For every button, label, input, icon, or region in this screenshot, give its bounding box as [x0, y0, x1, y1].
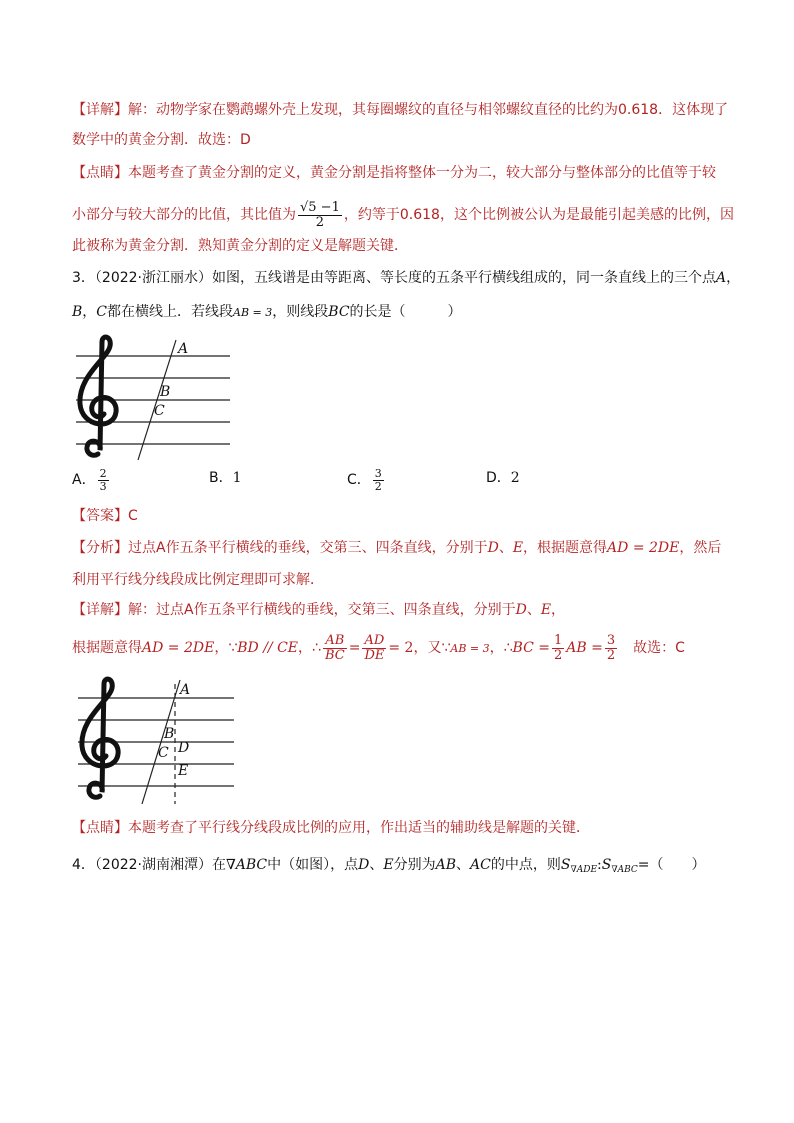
question-text: 3．（2022·浙江丽水）如图，五线谱是由等距离、等长度的五条平行横线组成的，同一条直线上的三个点: [72, 270, 716, 286]
detail-q2-line-2: [72, 130, 251, 150]
numerator: 2: [99, 467, 107, 480]
equals: =: [348, 640, 361, 656]
label-d: D: [178, 740, 190, 756]
label-a: A: [180, 682, 191, 698]
detail-text: ，∴: [489, 640, 513, 656]
math-eq-2: = 2: [388, 640, 414, 656]
detail-text: ，又∵: [413, 640, 451, 656]
area-s-ade: S: [560, 857, 571, 873]
denominator: DE: [364, 647, 385, 663]
comment-text: ，约等于: [343, 207, 400, 223]
point-a: A: [715, 270, 727, 286]
numerator: AB: [323, 634, 347, 649]
comment-text: ，这个比例被公认为是最能引起美感的比例，因: [439, 207, 734, 223]
option-d-value: 2: [510, 470, 520, 486]
math-ab: AB =: [566, 640, 603, 656]
numerator: AD: [362, 634, 386, 649]
punct: 、: [369, 857, 384, 873]
denominator: 3: [99, 479, 107, 493]
fraction-one-half: [552, 634, 564, 662]
fraction-numerator: √5 −1: [300, 199, 340, 215]
comment-q2-line-1: [72, 163, 716, 183]
option-b[interactable]: [209, 468, 242, 488]
label-e: E: [178, 763, 189, 779]
option-c-label: C．: [347, 472, 371, 489]
detail-text: 数学中的黄金分割．故选：D: [72, 132, 251, 148]
point-b: B: [72, 304, 83, 320]
point-e: E: [540, 602, 552, 618]
fraction-three-halves: [605, 634, 617, 662]
comment-tag: 【点睛】: [72, 165, 128, 181]
option-a[interactable]: [72, 468, 111, 492]
numerator: 1: [554, 632, 563, 648]
label-c: C: [154, 403, 165, 419]
detail-text: 根据题意得: [72, 640, 142, 656]
question-text: ，则线段: [272, 304, 329, 320]
ratio-colon: :: [597, 857, 602, 873]
question-text: =（ ）: [637, 857, 706, 873]
analysis-text: ，然后: [679, 540, 722, 556]
option-d[interactable]: [486, 468, 520, 488]
label-b: B: [160, 384, 171, 400]
comment-q3-line: [72, 818, 590, 838]
detail-text: 故选：: [633, 640, 676, 656]
triangle-abc: ∇ABC: [226, 857, 268, 873]
question-text: 的长是（ ）: [349, 304, 462, 320]
answer-tag: 【答案】: [72, 508, 128, 524]
segment-ac: AC: [470, 857, 491, 873]
punct: ，: [551, 602, 566, 618]
detail-q2-line-1: [72, 100, 728, 120]
answer-value: C: [128, 508, 138, 524]
detail-q3-line-2: [72, 628, 685, 669]
comment-text: 本题考查了平行线分线段成比例的应用，作出适当的辅助线是解题的关键．: [128, 820, 590, 836]
option-c[interactable]: [347, 468, 386, 492]
area-s-abc: S: [601, 857, 612, 873]
question-4-line: [72, 855, 706, 880]
comment-tag: 【点睛】: [72, 820, 128, 836]
detail-text-end: ．这体现了: [658, 102, 729, 118]
punct: ，: [726, 270, 741, 286]
math-bc: BC =: [512, 640, 550, 656]
detail-q3-line-1: [72, 600, 565, 620]
label-a: A: [178, 341, 189, 357]
math-ad-eq: AD = 2DE: [607, 540, 680, 556]
detail-text: 解：过点A作五条平行横线的垂线，交第三、四条直线，分别于: [128, 602, 516, 618]
question-text: 中（如图），点: [267, 857, 359, 873]
option-a-label: A．: [72, 472, 96, 489]
analysis-line-1: [72, 538, 721, 558]
fraction-ad-de: [362, 634, 386, 662]
analysis-text: 利用平行线分线段成比例定理即可求解．: [72, 572, 324, 588]
denominator: 2: [606, 647, 616, 663]
punct: 、: [498, 540, 513, 556]
math-ad-eq: AD = 2DE: [142, 640, 215, 656]
option-d-label: D．: [486, 470, 511, 486]
point-e: E: [383, 857, 394, 873]
point-d: D: [515, 602, 527, 618]
treble-clef-icon: [82, 679, 118, 797]
segment-ab: AB: [435, 857, 457, 873]
question-3-line-1: [72, 268, 740, 288]
math-ab-eq: AB = 3: [450, 642, 490, 655]
punct: 、: [526, 602, 541, 618]
question-text: 的中点，则: [490, 857, 561, 873]
question-text: 分别为: [393, 857, 436, 873]
math-parallel: BD // CE: [237, 640, 299, 656]
detail-tag: 【详解】: [72, 602, 128, 618]
punct: ，: [82, 304, 97, 320]
point-e: E: [512, 540, 524, 556]
fraction-ab-bc: [323, 634, 347, 662]
option-c-fraction: [373, 468, 384, 492]
detail-text: 解：动物学家在鹦鹉螺外壳上发现，其每圈螺纹的直径与相邻螺纹直径的比约为: [128, 102, 618, 118]
punct: 、: [456, 857, 471, 873]
analysis-text: 过点A作五条平行横线的垂线，交第三、四条直线，分别于: [128, 540, 488, 556]
denominator: BC: [324, 647, 345, 663]
analysis-text: ，根据题意得: [523, 540, 608, 556]
comment-text: 此被称为黄金分割．熟知黄金分割的定义是解题关键．: [72, 238, 408, 254]
point-d: D: [487, 540, 499, 556]
segment-bc: BC: [328, 304, 350, 320]
staff-figure-1: [72, 332, 242, 462]
ratio-value: 0.618: [618, 102, 659, 118]
point-c: C: [96, 304, 108, 320]
numerator: 3: [606, 632, 616, 648]
comment-q2-line-2: [72, 196, 734, 234]
staff-figure-2: [74, 674, 244, 806]
question-text: 4．（2022·湖南湘潭）在: [72, 857, 226, 873]
analysis-tag: 【分析】: [72, 540, 128, 556]
detail-text: ，∴: [298, 640, 321, 656]
label-b: B: [164, 726, 175, 742]
area-s-abc-sub: ∇ABC: [611, 865, 638, 875]
comment-q2-line-3: [72, 236, 408, 256]
label-c: C: [158, 745, 169, 761]
option-b-value: 1: [232, 470, 242, 486]
analysis-line-2: [72, 570, 324, 590]
comment-text: 小部分与较大部分的比值，其比值为: [72, 207, 296, 223]
question-text: 都在横线上．若线段: [107, 304, 234, 320]
comment-text: 本题考查了黄金分割的定义，黄金分割是指将整体一分为二，较大部分与整体部分的比值等于较: [128, 165, 716, 181]
denominator: 2: [554, 647, 563, 663]
option-a-fraction: [98, 468, 109, 492]
fraction-denominator: 2: [315, 214, 325, 230]
treble-clef-icon: [80, 337, 116, 455]
ratio-value: 0.618: [399, 207, 440, 223]
option-b-label: B．: [209, 470, 233, 486]
detail-text: ，∵: [214, 640, 238, 656]
answer-value: C: [675, 640, 685, 656]
numerator: 3: [374, 467, 382, 480]
denominator: 2: [374, 479, 382, 493]
answer-line: [72, 506, 138, 526]
question-3-line-2: [72, 302, 462, 323]
area-s-ade-sub: ∇ADE: [570, 865, 598, 875]
golden-ratio-fraction: [298, 201, 342, 229]
detail-tag: 【详解】: [72, 102, 128, 118]
point-d: D: [358, 857, 370, 873]
math-ab-eq: AB = 3: [233, 306, 273, 319]
